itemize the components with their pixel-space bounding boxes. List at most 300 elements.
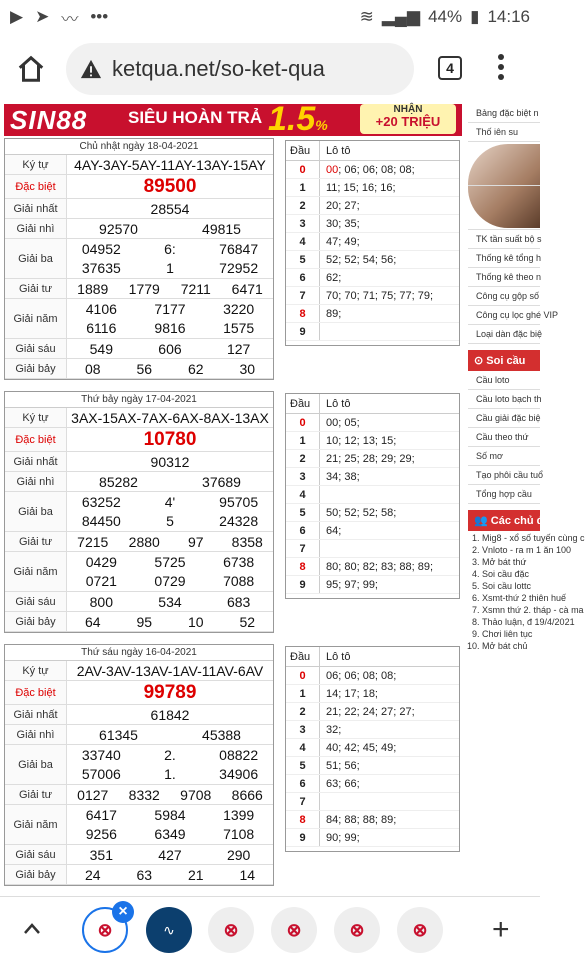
row-label: Giải nhất: [5, 452, 67, 471]
loto-head-digit: 5: [286, 251, 320, 268]
loto-row: [286, 540, 459, 558]
loto-row: [286, 197, 459, 215]
loto-values: [320, 486, 326, 503]
row-values: [67, 299, 273, 338]
row-label: Giải năm: [5, 805, 67, 844]
row-values: [67, 175, 273, 198]
new-tab-icon[interactable]: +: [492, 913, 510, 946]
prize-number: 351: [89, 846, 113, 863]
topic-item[interactable]: 6. Xsmt-thứ 2 thiên huế: [482, 593, 540, 603]
sidebar-item[interactable]: Tạo phôi cầu tuổ: [468, 466, 540, 485]
row-label: Giải bảy: [5, 865, 67, 884]
prize-number: 534: [158, 593, 182, 610]
loto-values: 89;: [326, 308, 342, 320]
result-row: [5, 299, 273, 339]
result-row: [5, 492, 273, 532]
result-row: [5, 428, 273, 452]
banner-brand: SIN88: [10, 105, 88, 135]
row-values: [67, 199, 273, 218]
result-row: [5, 592, 273, 612]
prize-number: 4106: [85, 300, 117, 317]
result-row: [5, 279, 273, 299]
loto-head-digit: 3: [286, 468, 320, 485]
result-row: [5, 239, 273, 279]
loto-head-digit: 8: [286, 558, 320, 575]
row-values: [67, 661, 273, 680]
prize-number: 683: [226, 593, 251, 610]
loto-values: 10; 12; 13; 15;: [326, 435, 397, 447]
prize-number: 2.: [164, 746, 176, 763]
result-row: [5, 532, 273, 552]
prize-number: 2AV-3AV-13AV-1AV-11AV-6AV: [76, 662, 264, 679]
loto-row: [286, 739, 459, 757]
prize-number: 1.: [164, 766, 176, 783]
topic-item[interactable]: 10. Mở bát chủ: [482, 641, 540, 651]
result-row: [5, 805, 273, 845]
prize-number: 72952: [219, 260, 259, 277]
youtube-icon: ▶: [10, 7, 24, 26]
loto-table: [285, 646, 460, 852]
loto-values: 21; 22; 24; 27; 27;: [326, 706, 415, 718]
sidebar-item[interactable]: Loại dàn đặc biệ: [468, 325, 540, 344]
prize-number: 95: [136, 613, 153, 630]
prize-number: 6:: [164, 240, 176, 257]
row-label: Đặc biệt: [5, 175, 67, 198]
signal-icon: ▂▄▆: [381, 7, 421, 26]
row-label: Đặc biệt: [5, 428, 67, 451]
prize-number: 6116: [86, 320, 117, 337]
topic-item[interactable]: 3. Mở bát thứ: [482, 557, 540, 567]
banner-text: SIÊU HOÀN TRẢ: [128, 108, 263, 127]
prize-number: 2880: [128, 533, 160, 550]
loto-row: [286, 287, 459, 305]
row-label: Giải nhì: [5, 472, 67, 491]
loto-head-digit: 0: [286, 161, 320, 178]
sidebar-item[interactable]: [468, 186, 540, 230]
prize-number: 8358: [231, 533, 263, 550]
dau-header: Đầu: [286, 647, 320, 666]
loto-head-digit: 1: [286, 685, 320, 702]
home-icon[interactable]: [16, 54, 46, 84]
prize-number: 8666: [231, 786, 263, 803]
prize-number: 24328: [219, 513, 259, 530]
prize-number: 37635: [81, 260, 121, 277]
prize-number: 63: [136, 866, 153, 883]
topic-item[interactable]: 8. Thảo luận, đ 19/4/2021: [482, 617, 540, 627]
loto-head-digit: 6: [286, 269, 320, 286]
row-values: [67, 239, 273, 278]
prize-number: 52: [239, 613, 256, 630]
prize-number: 800: [89, 593, 113, 610]
loto-values: 06; 06; 08; 08;: [326, 670, 397, 682]
sidebar-item[interactable]: Công cụ lọc ghé VIP: [468, 306, 540, 325]
prize-number: 21: [187, 866, 204, 883]
loto-row: [286, 504, 459, 522]
row-label: Ký tự: [5, 155, 67, 174]
result-row: [5, 408, 273, 428]
loto-head-digit: 1: [286, 432, 320, 449]
prize-number: 89500: [143, 175, 197, 197]
sidebar-item[interactable]: Cầu loto bạch th: [468, 390, 540, 409]
prize-number: 57006: [81, 766, 121, 783]
prize-number: 4AY-3AY-5AY-11AY-13AY-15AY: [74, 156, 266, 173]
prize-number: 62: [187, 360, 204, 377]
prize-number: 28554: [150, 200, 190, 217]
soi-cau-header[interactable]: ⊙ Soi cầu: [468, 350, 540, 371]
prize-number: 14: [239, 866, 256, 883]
result-row: [5, 681, 273, 705]
row-values: [67, 219, 273, 238]
row-values: [67, 705, 273, 724]
loto-values: 21; 25; 28; 29; 29;: [326, 453, 415, 465]
sidebar-item[interactable]: Thống kê theo n: [468, 268, 540, 287]
topic-item[interactable]: 2. Vnloto - ra m 1 ăn 100: [482, 545, 540, 555]
sidebar-item[interactable]: Cầu loto: [468, 371, 540, 390]
prize-number: 37689: [202, 473, 241, 490]
loto-header-label: Lô tô: [326, 651, 351, 663]
topics-list: [468, 533, 585, 651]
page-content: [0, 100, 585, 896]
row-label: Ký tự: [5, 408, 67, 427]
row-values: [67, 492, 273, 531]
prize-number: 7215: [77, 533, 109, 550]
topic-item[interactable]: 7. Xsmn thứ 2. tháp - cà ma: [482, 605, 540, 615]
tab-icon-4[interactable]: ⊗: [271, 907, 317, 953]
row-label: Giải sáu: [5, 339, 67, 358]
row-values: [67, 681, 273, 704]
prize-number: 49815: [202, 220, 241, 237]
search-icon: ⊙: [474, 355, 487, 367]
row-label: Giải bảy: [5, 359, 67, 378]
banner-pct: 1.5%: [268, 100, 328, 138]
loto-header: [286, 647, 459, 667]
sidebar-item[interactable]: Thố iên su: [468, 123, 540, 142]
loto-head-digit: 9: [286, 576, 320, 593]
url-bar[interactable]: [66, 43, 414, 95]
row-values: [67, 428, 273, 451]
loto-head-digit: 3: [286, 721, 320, 738]
prize-number: 0429: [85, 553, 117, 570]
menu-icon[interactable]: [496, 54, 506, 86]
loto-head-digit: 2: [286, 450, 320, 467]
prize-number: 5: [166, 513, 174, 530]
loto-row: [286, 576, 459, 594]
prize-number: 9816: [154, 320, 186, 337]
dau-header: Đầu: [286, 394, 320, 413]
row-values: [67, 552, 273, 591]
row-values: [67, 805, 273, 844]
prize-number: 33740: [81, 746, 121, 763]
loto-head-digit: 4: [286, 233, 320, 250]
row-label: Giải bảy: [5, 612, 67, 631]
tab-switcher-button[interactable]: 4: [438, 56, 462, 80]
row-label: Giải nhì: [5, 725, 67, 744]
prize-number: 76847: [219, 240, 259, 257]
row-values: [67, 532, 273, 551]
row-values: [67, 452, 273, 471]
loto-head-digit: 6: [286, 522, 320, 539]
sidebar-item[interactable]: [468, 142, 540, 186]
row-values: [67, 725, 273, 744]
url-text[interactable]: ketqua.net/so-ket-qua: [112, 56, 325, 81]
loto-head-digit: 5: [286, 757, 320, 774]
prize-number: 30: [239, 360, 256, 377]
sidebar: [468, 104, 585, 896]
prize-number: 7211: [180, 280, 211, 297]
loto-row: [286, 811, 459, 829]
loto-row: [286, 829, 459, 847]
loto-row: [286, 269, 459, 287]
row-label: Ký tự: [5, 661, 67, 680]
row-label: Giải năm: [5, 552, 67, 591]
prize-number: 45388: [202, 726, 241, 743]
result-row: [5, 175, 273, 199]
prize-number: 64: [84, 613, 101, 630]
prize-number: 427: [158, 846, 182, 863]
loto-head-digit: 7: [286, 287, 320, 304]
result-row: [5, 359, 273, 379]
row-label: Giải tư: [5, 532, 67, 551]
ad-banner[interactable]: [4, 100, 462, 138]
loto-head-digit: 5: [286, 504, 320, 521]
row-label: Đặc biệt: [5, 681, 67, 704]
prize-number: 04952: [81, 240, 121, 257]
prize-number: 1: [166, 260, 174, 277]
loto-values: 90; 99;: [326, 832, 360, 844]
loto-row: [286, 703, 459, 721]
tab-icon-3[interactable]: ⊗: [208, 907, 254, 953]
prize-number: 61345: [99, 726, 138, 743]
prize-number: 34906: [219, 766, 259, 783]
loto-row: [286, 161, 459, 179]
row-values: [67, 408, 273, 427]
prize-number: 3AX-15AX-7AX-6AX-8AX-13AX: [71, 409, 269, 426]
banner-prize: NHẬN +20 TRIỆU: [360, 104, 456, 134]
loto-row: [286, 305, 459, 323]
loto-values: [320, 540, 326, 557]
prize-number: 08822: [219, 746, 259, 763]
row-values: [67, 155, 273, 174]
sidebar-item[interactable]: Số mơ: [468, 447, 540, 466]
result-row: [5, 219, 273, 239]
tab-icon-1[interactable]: ⊗: [82, 907, 128, 953]
row-values: [67, 339, 273, 358]
loto-header: [286, 141, 459, 161]
row-label: Giải nhì: [5, 219, 67, 238]
loto-head-digit: 3: [286, 215, 320, 232]
loto-head-digit: 0: [286, 667, 320, 684]
row-label: Giải ba: [5, 492, 67, 531]
result-row: [5, 452, 273, 472]
sidebar-item[interactable]: Thống kê tổng h: [468, 249, 540, 268]
loto-table: [285, 140, 460, 346]
more-icon: •••: [90, 7, 109, 26]
result-date: Chủ nhật ngày 18-04-2021: [5, 139, 273, 155]
prize-number: 61842: [150, 706, 190, 723]
prize-number: 6349: [154, 826, 186, 843]
loto-values: 00; 06; 06; 08; 08;: [326, 164, 415, 176]
row-values: [67, 745, 273, 784]
loto-values: 80; 80; 82; 83; 88; 89;: [326, 561, 434, 573]
loto-values: 20; 27;: [326, 200, 360, 212]
loto-row: [286, 721, 459, 739]
tab-icon-6[interactable]: ⊗: [397, 907, 443, 953]
sidebar-item[interactable]: TK tần suất bộ s: [468, 230, 540, 249]
loto-row: [286, 414, 459, 432]
battery-icon: ▮: [470, 7, 480, 26]
users-icon: 👥: [474, 515, 491, 527]
result-table: [4, 391, 274, 633]
row-values: [67, 592, 273, 611]
result-row: [5, 725, 273, 745]
loto-head-digit: 6: [286, 775, 320, 792]
loto-values: 14; 17; 18;: [326, 688, 378, 700]
result-row: [5, 472, 273, 492]
clock: 14:16: [487, 7, 530, 26]
send-icon: ➤: [35, 7, 50, 26]
activity-icon: 〰: [61, 9, 79, 29]
loto-head-digit: 2: [286, 197, 320, 214]
row-label: Giải nhất: [5, 199, 67, 218]
loto-header: [286, 394, 459, 414]
prize-number: 5725: [154, 553, 186, 570]
prize-number: 10780: [143, 428, 197, 450]
prize-number: 95705: [219, 493, 259, 510]
loto-row: [286, 775, 459, 793]
loto-values: 70; 70; 71; 75; 77; 79;: [326, 290, 434, 302]
loto-values: 11; 15; 16; 16;: [326, 182, 396, 194]
prize-number: 4': [164, 493, 176, 510]
tab-icon-2[interactable]: ∿: [146, 907, 192, 953]
sidebar-item[interactable]: Cầu theo thứ: [468, 428, 540, 447]
prize-number: 84450: [81, 513, 121, 530]
loto-values: 40; 42; 45; 49;: [326, 742, 397, 754]
loto-values: 30; 35;: [326, 218, 360, 230]
result-date: Thứ bảy ngày 17-04-2021: [5, 392, 273, 408]
loto-values: 95; 97; 99;: [326, 579, 378, 591]
loto-row: [286, 323, 459, 341]
loto-values: 84; 88; 88; 89;: [326, 814, 397, 826]
loto-row: [286, 215, 459, 233]
loto-row: [286, 179, 459, 197]
prize-number: 10: [187, 613, 204, 630]
loto-head-digit: 2: [286, 703, 320, 720]
close-tab-icon[interactable]: ×: [112, 901, 134, 923]
row-values: [67, 865, 273, 884]
prize-number: 92570: [99, 220, 138, 237]
loto-values: [320, 793, 326, 810]
prize-number: 7108: [223, 826, 255, 843]
loto-table: [285, 393, 460, 599]
loto-row: [286, 486, 459, 504]
prize-number: 6738: [223, 553, 255, 570]
wifi-icon: ≋: [359, 7, 374, 26]
row-label: Giải ba: [5, 239, 67, 278]
prize-number: 6417: [85, 806, 117, 823]
chevron-up-icon[interactable]: [22, 919, 42, 939]
status-bar: [0, 0, 540, 34]
loto-row: [286, 793, 459, 811]
row-values: [67, 612, 273, 631]
loto-head-digit: 8: [286, 305, 320, 322]
topic-item[interactable]: 1. Mig8 - xổ số tuyến cùng c: [482, 533, 540, 543]
loto-values: 50; 52; 52; 58;: [326, 507, 397, 519]
prize-number: 97: [187, 533, 204, 550]
prize-number: 290: [226, 846, 251, 863]
topic-item[interactable]: 4. Soi cầu đặc: [482, 569, 540, 579]
prize-number: 549: [89, 340, 113, 357]
topic-item[interactable]: 5. Soi cầu lottc: [482, 581, 540, 591]
topic-item[interactable]: 9. Chơi liên tục: [482, 629, 540, 639]
result-row: [5, 661, 273, 681]
result-row: [5, 199, 273, 219]
prize-number: 1779: [128, 280, 160, 297]
loto-row: [286, 450, 459, 468]
prize-number: 127: [226, 340, 251, 357]
prize-number: 0127: [77, 786, 109, 803]
row-values: [67, 279, 273, 298]
prize-number: 0721: [85, 573, 117, 590]
sidebar-item[interactable]: Bảng đặc biệt n: [468, 104, 540, 123]
tab-strip: [0, 896, 540, 960]
topics-header: 👥 Các chủ đ: [468, 510, 540, 531]
prize-number: 56: [136, 360, 153, 377]
loto-values: 52; 52; 54; 56;: [326, 254, 397, 266]
result-row: [5, 745, 273, 785]
prize-number: 63252: [81, 493, 121, 510]
row-values: [67, 845, 273, 864]
prize-number: 6471: [231, 280, 263, 297]
loto-values: 62;: [326, 272, 342, 284]
prize-number: 24: [84, 866, 101, 883]
sidebar-item[interactable]: Công cụ gộp số: [468, 287, 540, 306]
loto-values: 32;: [326, 724, 342, 736]
sidebar-item[interactable]: Tổng hợp cầu: [468, 485, 540, 504]
prize-number: 0729: [154, 573, 186, 590]
result-row: [5, 705, 273, 725]
prize-number: 3220: [223, 300, 255, 317]
result-table: [4, 644, 274, 886]
loto-row: [286, 757, 459, 775]
prize-number: 85282: [99, 473, 138, 490]
result-row: [5, 785, 273, 805]
prize-number: 9256: [85, 826, 117, 843]
loto-head-digit: 7: [286, 793, 320, 810]
sidebar-item[interactable]: Cầu giải đặc biệ: [468, 409, 540, 428]
tab-icon-5[interactable]: ⊗: [334, 907, 380, 953]
prize-number: 1575: [223, 320, 255, 337]
battery-level: 44%: [428, 7, 463, 26]
loto-values: 47; 49;: [326, 236, 360, 248]
loto-values: 34; 38;: [326, 471, 360, 483]
loto-values: 51; 56;: [326, 760, 360, 772]
row-label: Giải ba: [5, 745, 67, 784]
loto-row: [286, 233, 459, 251]
loto-values: 64;: [326, 525, 342, 537]
result-row: [5, 845, 273, 865]
result-row: [5, 612, 273, 632]
loto-row: [286, 251, 459, 269]
result-row: [5, 155, 273, 175]
loto-head-digit: 4: [286, 739, 320, 756]
dau-header: Đầu: [286, 141, 320, 160]
loto-head-digit: 8: [286, 811, 320, 828]
row-label: Giải tư: [5, 279, 67, 298]
loto-head-digit: 4: [286, 486, 320, 503]
warning-icon[interactable]: [80, 58, 102, 80]
loto-head-digit: 7: [286, 540, 320, 557]
prize-number: 08: [84, 360, 101, 377]
